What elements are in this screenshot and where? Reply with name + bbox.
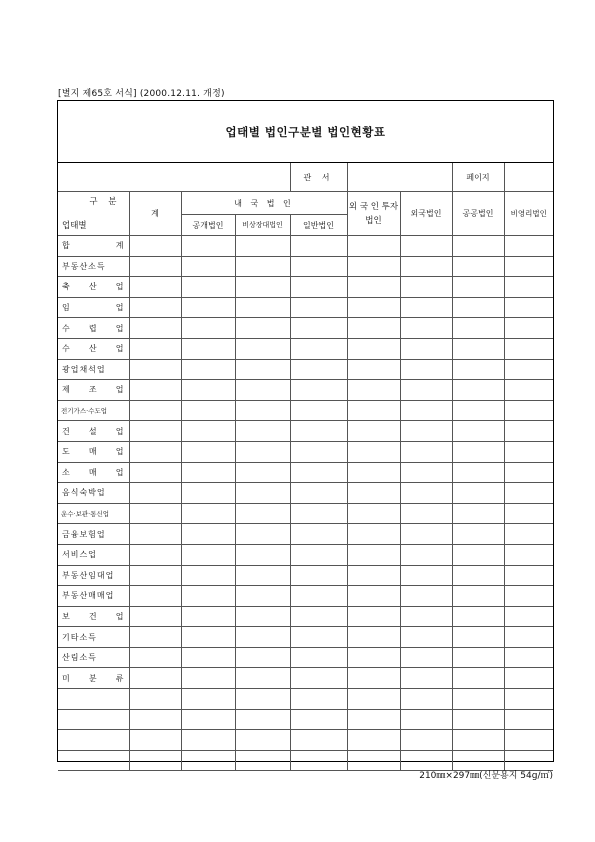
table-row xyxy=(58,709,553,730)
value-cell[interactable] xyxy=(347,503,400,524)
value-cell[interactable] xyxy=(452,380,504,401)
table-row xyxy=(58,544,553,565)
value-cell[interactable] xyxy=(290,544,347,565)
value-cell[interactable] xyxy=(504,503,553,524)
row-category-label: 광업채석업 xyxy=(58,359,129,380)
value-cell[interactable] xyxy=(347,730,400,751)
value-cell[interactable] xyxy=(235,647,290,668)
value-cell[interactable] xyxy=(181,750,235,771)
value-cell[interactable] xyxy=(129,400,181,421)
value-cell[interactable] xyxy=(452,586,504,607)
table-row xyxy=(58,668,553,689)
value-cell[interactable] xyxy=(129,359,181,380)
foreign-invest-label: 외 국 인 투자법인 xyxy=(348,201,399,226)
value-cell[interactable] xyxy=(504,441,553,462)
value-cell[interactable] xyxy=(504,318,553,339)
row-category-label xyxy=(58,730,129,751)
value-cell[interactable] xyxy=(400,297,452,318)
value-cell[interactable] xyxy=(290,668,347,689)
value-cell[interactable] xyxy=(129,236,181,257)
value-cell[interactable] xyxy=(129,565,181,586)
table-row xyxy=(58,524,553,545)
value-cell[interactable] xyxy=(181,236,235,257)
value-cell[interactable] xyxy=(504,627,553,648)
row-category-label: 음식숙박업 xyxy=(58,483,129,504)
value-cell[interactable] xyxy=(181,421,235,442)
value-cell[interactable] xyxy=(347,627,400,648)
row-category-label: 산림소득 xyxy=(58,647,129,668)
value-cell[interactable] xyxy=(504,524,553,545)
value-cell[interactable] xyxy=(129,421,181,442)
value-cell[interactable] xyxy=(504,544,553,565)
value-cell[interactable] xyxy=(290,338,347,359)
row-category-label: 금융보험업 xyxy=(58,524,129,545)
value-cell[interactable] xyxy=(129,627,181,648)
value-cell[interactable] xyxy=(290,730,347,751)
value-cell[interactable] xyxy=(181,441,235,462)
value-cell[interactable] xyxy=(235,668,290,689)
table-row xyxy=(58,338,553,359)
value-cell[interactable] xyxy=(235,524,290,545)
value-cell[interactable] xyxy=(129,586,181,607)
value-cell[interactable] xyxy=(347,421,400,442)
row-category-label: 부동산소득 xyxy=(58,256,129,277)
value-cell[interactable] xyxy=(347,359,400,380)
value-cell[interactable] xyxy=(181,668,235,689)
value-cell[interactable] xyxy=(400,256,452,277)
value-cell[interactable] xyxy=(347,709,400,730)
value-cell[interactable] xyxy=(347,750,400,771)
value-cell[interactable] xyxy=(347,441,400,462)
info-row xyxy=(58,163,553,192)
value-cell[interactable] xyxy=(400,318,452,339)
value-cell[interactable] xyxy=(290,606,347,627)
value-cell[interactable] xyxy=(129,483,181,504)
value-cell[interactable] xyxy=(235,297,290,318)
table-row xyxy=(58,627,553,648)
general-header: 일반법인 xyxy=(290,215,347,236)
value-cell[interactable] xyxy=(290,627,347,648)
value-cell[interactable] xyxy=(400,586,452,607)
row-category-label: 서비스업 xyxy=(58,544,129,565)
value-cell[interactable] xyxy=(504,709,553,730)
value-cell[interactable] xyxy=(452,277,504,298)
value-cell[interactable] xyxy=(181,606,235,627)
title-box xyxy=(58,101,553,163)
value-cell[interactable] xyxy=(452,297,504,318)
value-cell[interactable] xyxy=(235,750,290,771)
table-row xyxy=(58,730,553,751)
non-listed-large-header: 비상장대법인 xyxy=(235,215,290,236)
row-category-label: 수 렵 업 xyxy=(58,318,129,339)
value-cell[interactable] xyxy=(504,359,553,380)
value-cell[interactable] xyxy=(400,647,452,668)
value-cell[interactable] xyxy=(504,256,553,277)
value-cell[interactable] xyxy=(347,338,400,359)
value-cell[interactable] xyxy=(181,256,235,277)
value-cell[interactable] xyxy=(235,709,290,730)
value-cell[interactable] xyxy=(400,565,452,586)
gubun-header-cell xyxy=(58,192,129,236)
value-cell[interactable] xyxy=(235,318,290,339)
paper-spec-note: 210㎜×297㎜(신문용지 54g/㎡) xyxy=(419,771,553,781)
value-cell[interactable] xyxy=(504,277,553,298)
row-category-label xyxy=(58,689,129,710)
table-row xyxy=(58,359,553,380)
office-label: 관 서 xyxy=(290,163,347,192)
value-cell[interactable] xyxy=(181,503,235,524)
value-cell[interactable] xyxy=(129,380,181,401)
value-cell[interactable] xyxy=(235,400,290,421)
table-row xyxy=(58,565,553,586)
value-cell[interactable] xyxy=(347,400,400,421)
table-row xyxy=(58,606,553,627)
table-row xyxy=(58,462,553,483)
row-category-label: 소 매 업 xyxy=(58,462,129,483)
value-cell[interactable] xyxy=(235,730,290,751)
value-cell[interactable] xyxy=(400,503,452,524)
value-cell[interactable] xyxy=(235,380,290,401)
value-cell[interactable] xyxy=(235,544,290,565)
value-cell[interactable] xyxy=(400,338,452,359)
value-cell[interactable] xyxy=(347,668,400,689)
value-cell[interactable] xyxy=(400,627,452,648)
value-cell[interactable] xyxy=(181,462,235,483)
value-cell[interactable] xyxy=(181,297,235,318)
value-cell[interactable] xyxy=(235,441,290,462)
value-cell[interactable] xyxy=(504,462,553,483)
value-cell[interactable] xyxy=(129,668,181,689)
value-cell[interactable] xyxy=(452,256,504,277)
value-cell[interactable] xyxy=(290,524,347,545)
value-cell[interactable] xyxy=(452,421,504,442)
value-cell[interactable] xyxy=(347,462,400,483)
value-cell[interactable] xyxy=(347,380,400,401)
row-category-label: 도 매 업 xyxy=(58,441,129,462)
form-number-note: [별지 제65호 서식] (2000.12.11. 개정) xyxy=(58,89,225,99)
value-cell[interactable] xyxy=(129,441,181,462)
value-cell[interactable] xyxy=(181,627,235,648)
value-cell[interactable] xyxy=(290,256,347,277)
value-cell[interactable] xyxy=(400,441,452,462)
value-cell[interactable] xyxy=(235,483,290,504)
value-cell[interactable] xyxy=(347,647,400,668)
value-cell[interactable] xyxy=(290,380,347,401)
value-cell[interactable] xyxy=(129,297,181,318)
value-cell[interactable] xyxy=(452,318,504,339)
value-cell[interactable] xyxy=(504,668,553,689)
gubun-label: 구 분 xyxy=(89,197,121,207)
value-cell[interactable] xyxy=(129,256,181,277)
value-cell[interactable] xyxy=(452,359,504,380)
row-category-label: 제 조 업 xyxy=(58,380,129,401)
row-category-label: 합 계 xyxy=(58,236,129,257)
value-cell[interactable] xyxy=(290,297,347,318)
value-cell[interactable] xyxy=(347,483,400,504)
value-cell[interactable] xyxy=(181,689,235,710)
value-cell[interactable] xyxy=(452,338,504,359)
value-cell[interactable] xyxy=(347,524,400,545)
value-cell[interactable] xyxy=(181,277,235,298)
row-category-label: 수 산 업 xyxy=(58,338,129,359)
value-cell[interactable] xyxy=(290,483,347,504)
value-cell[interactable] xyxy=(452,565,504,586)
value-cell[interactable] xyxy=(235,586,290,607)
value-cell[interactable] xyxy=(452,627,504,648)
table-row xyxy=(58,318,553,339)
office-input-cell[interactable] xyxy=(347,163,452,192)
value-cell[interactable] xyxy=(347,606,400,627)
value-cell[interactable] xyxy=(290,709,347,730)
value-cell[interactable] xyxy=(400,277,452,298)
row-category-label xyxy=(58,750,129,771)
value-cell[interactable] xyxy=(400,668,452,689)
row-category-label: 운수·보관·통신업 xyxy=(58,503,129,524)
table-row xyxy=(58,236,553,257)
value-cell[interactable] xyxy=(290,586,347,607)
info-blank-cell[interactable] xyxy=(58,163,290,192)
value-cell[interactable] xyxy=(129,689,181,710)
row-category-label: 전기가스·수도업 xyxy=(58,400,129,421)
value-cell[interactable] xyxy=(347,277,400,298)
value-cell[interactable] xyxy=(452,524,504,545)
value-cell[interactable] xyxy=(235,565,290,586)
value-cell[interactable] xyxy=(235,421,290,442)
page-input-cell[interactable] xyxy=(504,163,553,192)
value-cell[interactable] xyxy=(400,236,452,257)
value-cell[interactable] xyxy=(129,277,181,298)
value-cell[interactable] xyxy=(181,586,235,607)
value-cell[interactable] xyxy=(235,338,290,359)
value-cell[interactable] xyxy=(347,318,400,339)
value-cell[interactable] xyxy=(504,380,553,401)
value-cell[interactable] xyxy=(452,544,504,565)
value-cell[interactable] xyxy=(452,689,504,710)
value-cell[interactable] xyxy=(290,750,347,771)
table-row xyxy=(58,503,553,524)
table-row xyxy=(58,586,553,607)
row-category-label: 미 분 류 xyxy=(58,668,129,689)
value-cell[interactable] xyxy=(235,277,290,298)
public-header: 공개법인 xyxy=(181,215,235,236)
public-corp-header: 공공법인 xyxy=(452,192,504,236)
table-row xyxy=(58,689,553,710)
value-cell[interactable] xyxy=(400,462,452,483)
row-category-label: 기타소득 xyxy=(58,627,129,648)
value-cell[interactable] xyxy=(290,400,347,421)
value-cell[interactable] xyxy=(452,503,504,524)
value-cell[interactable] xyxy=(400,524,452,545)
value-cell[interactable] xyxy=(129,544,181,565)
row-category-label xyxy=(58,709,129,730)
table-row xyxy=(58,421,553,442)
value-cell[interactable] xyxy=(129,318,181,339)
value-cell[interactable] xyxy=(290,689,347,710)
value-cell[interactable] xyxy=(181,647,235,668)
value-cell[interactable] xyxy=(290,421,347,442)
value-cell[interactable] xyxy=(504,483,553,504)
row-category-label: 부동산임대업 xyxy=(58,565,129,586)
value-cell[interactable] xyxy=(400,483,452,504)
value-cell[interactable] xyxy=(400,606,452,627)
value-cell[interactable] xyxy=(181,400,235,421)
value-cell[interactable] xyxy=(504,730,553,751)
value-cell[interactable] xyxy=(400,709,452,730)
value-cell[interactable] xyxy=(452,400,504,421)
value-cell[interactable] xyxy=(452,606,504,627)
table-row xyxy=(58,256,553,277)
business-type-label: 업태별 xyxy=(62,221,87,231)
value-cell[interactable] xyxy=(235,627,290,648)
value-cell[interactable] xyxy=(504,400,553,421)
value-cell[interactable] xyxy=(452,236,504,257)
domestic-header: 내 국 법 인 xyxy=(181,192,347,215)
value-cell[interactable] xyxy=(504,647,553,668)
value-cell[interactable] xyxy=(290,359,347,380)
value-cell[interactable] xyxy=(452,462,504,483)
row-category-label: 건 설 업 xyxy=(58,421,129,442)
value-cell[interactable] xyxy=(290,277,347,298)
table-row xyxy=(58,297,553,318)
table-row xyxy=(58,400,553,421)
value-cell[interactable] xyxy=(400,380,452,401)
value-cell[interactable] xyxy=(181,483,235,504)
value-cell[interactable] xyxy=(181,709,235,730)
value-cell[interactable] xyxy=(400,544,452,565)
table-row xyxy=(58,380,553,401)
value-cell[interactable] xyxy=(129,524,181,545)
value-cell[interactable] xyxy=(290,236,347,257)
nonprofit-header: 비영리법인 xyxy=(504,192,553,236)
value-cell[interactable] xyxy=(504,421,553,442)
value-cell[interactable] xyxy=(290,462,347,483)
value-cell[interactable] xyxy=(347,586,400,607)
value-cell[interactable] xyxy=(129,647,181,668)
total-header: 계 xyxy=(129,192,181,236)
value-cell[interactable] xyxy=(235,236,290,257)
value-cell[interactable] xyxy=(452,730,504,751)
value-cell[interactable] xyxy=(452,668,504,689)
value-cell[interactable] xyxy=(181,730,235,751)
value-cell[interactable] xyxy=(347,236,400,257)
value-cell[interactable] xyxy=(181,544,235,565)
value-cell[interactable] xyxy=(400,359,452,380)
value-cell[interactable] xyxy=(235,462,290,483)
row-category-label: 보 건 업 xyxy=(58,606,129,627)
value-cell[interactable] xyxy=(504,689,553,710)
header-row-1 xyxy=(58,192,553,215)
value-cell[interactable] xyxy=(452,647,504,668)
value-cell[interactable] xyxy=(452,709,504,730)
value-cell[interactable] xyxy=(452,441,504,462)
value-cell[interactable] xyxy=(129,462,181,483)
value-cell[interactable] xyxy=(452,483,504,504)
value-cell[interactable] xyxy=(235,359,290,380)
value-cell[interactable] xyxy=(235,503,290,524)
value-cell[interactable] xyxy=(347,565,400,586)
value-cell[interactable] xyxy=(347,544,400,565)
table-row xyxy=(58,441,553,462)
table-row xyxy=(58,483,553,504)
value-cell[interactable] xyxy=(235,256,290,277)
value-cell[interactable] xyxy=(400,689,452,710)
value-cell[interactable] xyxy=(181,524,235,545)
value-cell[interactable] xyxy=(290,318,347,339)
value-cell[interactable] xyxy=(504,565,553,586)
value-cell[interactable] xyxy=(235,606,290,627)
form-title: 업태별 법인구분별 법인현황표 xyxy=(225,124,386,139)
value-cell[interactable] xyxy=(347,297,400,318)
value-cell[interactable] xyxy=(181,318,235,339)
table-row xyxy=(58,277,553,298)
value-cell[interactable] xyxy=(129,606,181,627)
form-frame xyxy=(57,100,554,762)
row-category-label: 축 산 업 xyxy=(58,277,129,298)
value-cell[interactable] xyxy=(504,297,553,318)
statistics-table xyxy=(58,163,553,771)
value-cell[interactable] xyxy=(129,750,181,771)
page-label: 페이지 xyxy=(452,163,504,192)
foreign-header: 외국법인 xyxy=(400,192,452,236)
value-cell[interactable] xyxy=(181,565,235,586)
value-cell[interactable] xyxy=(400,400,452,421)
value-cell[interactable] xyxy=(235,689,290,710)
value-cell[interactable] xyxy=(181,380,235,401)
value-cell[interactable] xyxy=(400,421,452,442)
value-cell[interactable] xyxy=(347,689,400,710)
row-category-label: 임 업 xyxy=(58,297,129,318)
value-cell[interactable] xyxy=(181,359,235,380)
row-category-label: 부동산매매업 xyxy=(58,586,129,607)
value-cell[interactable] xyxy=(129,709,181,730)
value-cell[interactable] xyxy=(504,338,553,359)
value-cell[interactable] xyxy=(504,236,553,257)
value-cell[interactable] xyxy=(129,338,181,359)
value-cell[interactable] xyxy=(504,586,553,607)
value-cell[interactable] xyxy=(347,256,400,277)
value-cell[interactable] xyxy=(290,647,347,668)
value-cell[interactable] xyxy=(181,338,235,359)
value-cell[interactable] xyxy=(129,503,181,524)
value-cell[interactable] xyxy=(400,730,452,751)
table-row xyxy=(58,647,553,668)
value-cell[interactable] xyxy=(504,606,553,627)
value-cell[interactable] xyxy=(290,565,347,586)
value-cell[interactable] xyxy=(290,441,347,462)
value-cell[interactable] xyxy=(129,730,181,751)
foreign-invest-header xyxy=(347,192,400,236)
value-cell[interactable] xyxy=(290,503,347,524)
